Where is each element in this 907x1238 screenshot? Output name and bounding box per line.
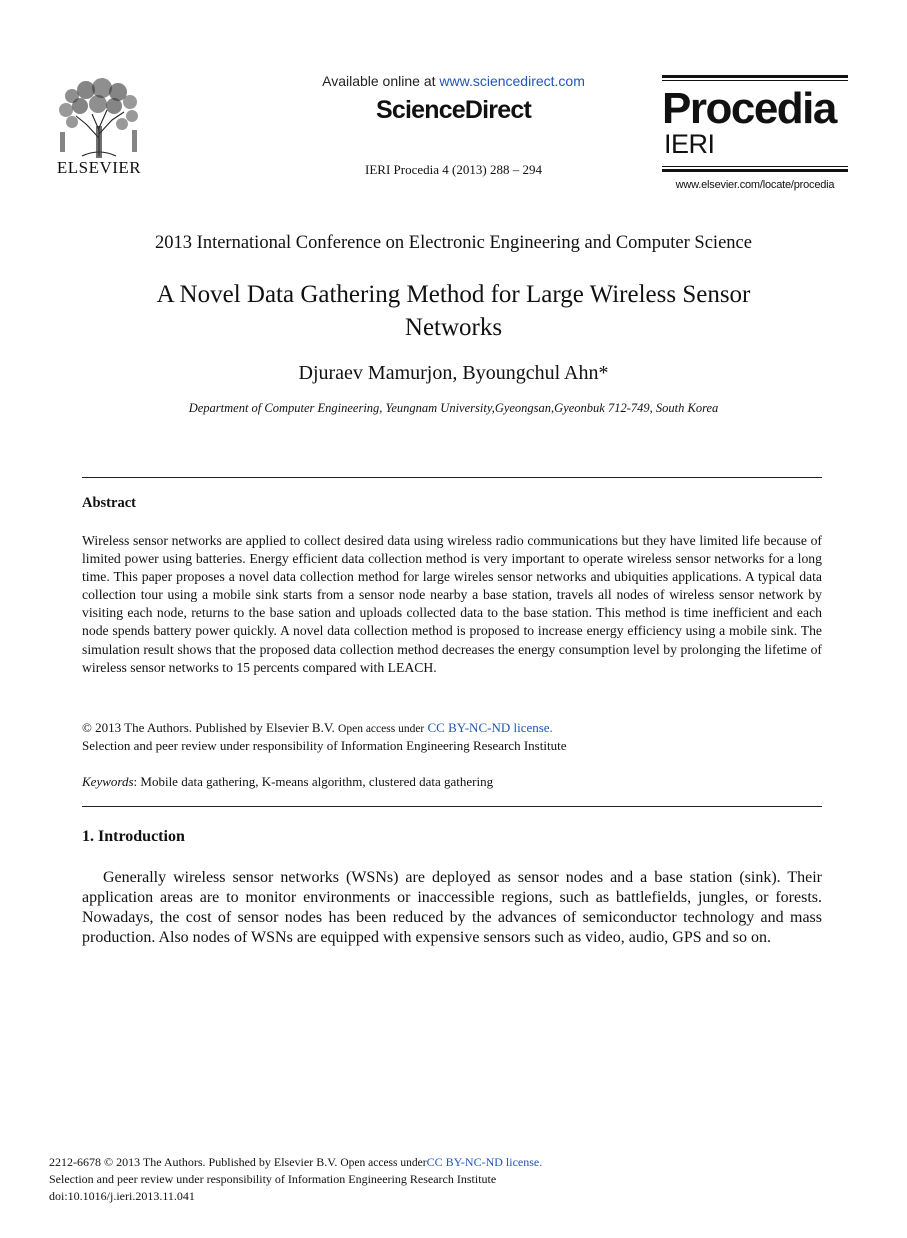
journal-reference: IERI Procedia 4 (2013) 288 – 294 <box>365 162 542 177</box>
divider-bottom <box>82 806 822 807</box>
procedia-url[interactable]: www.elsevier.com/locate/procedia <box>675 179 835 191</box>
elsevier-wordmark: ELSEVIER <box>56 158 142 177</box>
copyright-text: © 2013 The Authors. Published by Elsevier B.V. <box>82 720 335 735</box>
sciencedirect-wordmark: ScienceDirect <box>376 96 531 124</box>
peer-review-line: Selection and peer review under responsibility of Information Engineering Research Institute <box>82 738 567 753</box>
license-link[interactable]: CC BY-NC-ND license. <box>427 720 553 735</box>
footer-copyright: 2212-6678 © 2013 The Authors. Published by Elsevier B.V. <box>49 1155 338 1169</box>
footer-license-link[interactable]: CC BY-NC-ND license. <box>426 1155 543 1169</box>
keywords-line <box>82 774 493 790</box>
footer-open-access-prefix: Open access under <box>340 1157 427 1169</box>
procedia-bottom-rule <box>662 169 848 172</box>
procedia-top-rule <box>662 75 848 78</box>
procedia-top-rule-thin <box>662 80 848 81</box>
procedia-bottom-rule-thin <box>662 166 848 167</box>
introduction-body: Generally wireless sensor networks (WSNs) are deployed as sensor nodes and a base station (sink). Their application areas are to monitor environments or inaccessible regions, such as battlefields, jungles, or forests. Nowadays, the cost of sensor nodes has been reduced by the advances of semiconductor technology and mass production. Also nodes of WSNs are equipped with expensive sensors such as video, audio, GPS and so on. <box>82 869 822 946</box>
keywords-label: Keywords <box>82 774 134 789</box>
paper-title-line-1: A Novel Data Gathering Method for Large Wireless Sensor <box>156 281 751 308</box>
available-online-line <box>200 73 707 89</box>
paper-title <box>0 278 907 344</box>
available-prefix: Available online at <box>322 73 436 89</box>
footer-issn-line <box>49 1155 542 1170</box>
procedia-ieri-wordmark: IERI <box>664 129 715 159</box>
keywords-list: : Mobile data gathering, K-means algorithm, clustered data gathering <box>133 774 494 789</box>
footer-doi[interactable]: doi:10.1016/j.ieri.2013.11.041 <box>49 1189 195 1203</box>
open-access-prefix: Open access under <box>338 723 425 735</box>
copyright-line <box>82 720 553 736</box>
affiliation: Department of Computer Engineering, Yeungnam University,Gyeongsan,Gyeonbuk 712-749, South Korea <box>188 401 719 415</box>
authors: Djuraev Mamurjon, Byoungchul Ahn* <box>298 362 609 384</box>
section-heading-introduction: 1. Introduction <box>82 828 185 845</box>
paper-title-line-2: Networks <box>404 314 503 341</box>
divider-top <box>82 477 822 478</box>
procedia-wordmark: Procedia <box>662 84 836 133</box>
abstract-heading: Abstract <box>82 495 136 511</box>
conference-name: 2013 International Conference on Electronic Engineering and Computer Science <box>155 233 752 253</box>
sciencedirect-link[interactable]: www.sciencedirect.com <box>439 73 585 89</box>
footer-review-line: Selection and peer review under responsibility of Information Engineering Research Institute <box>49 1172 497 1186</box>
abstract-body: Wireless sensor networks are applied to collect desired data using wireless radio communications but they have limited life because of limited power using batteries. Energy efficient data collection method is very important to operate wireless sensor networks for a long time. This paper proposes a novel data collection method for large wireles sensor networks and ubiquities applications. A typical data collection tour using a mobile sink starts from a sensor node nearby a base station, travels all nodes of wireless sensor network by visiting each node, returns to the base sation and uploads collected data to the base station. This method is time inefficient and each node spends battery power quickly. A novel data collection method is proposed to increase energy efficiency using a mobile sink. The simulation result shows that the proposed data collection method decreases the energy consumption level by prolonging the lifetime of wireless sensor networks to 15 percents compared with LEACH. <box>82 533 822 675</box>
